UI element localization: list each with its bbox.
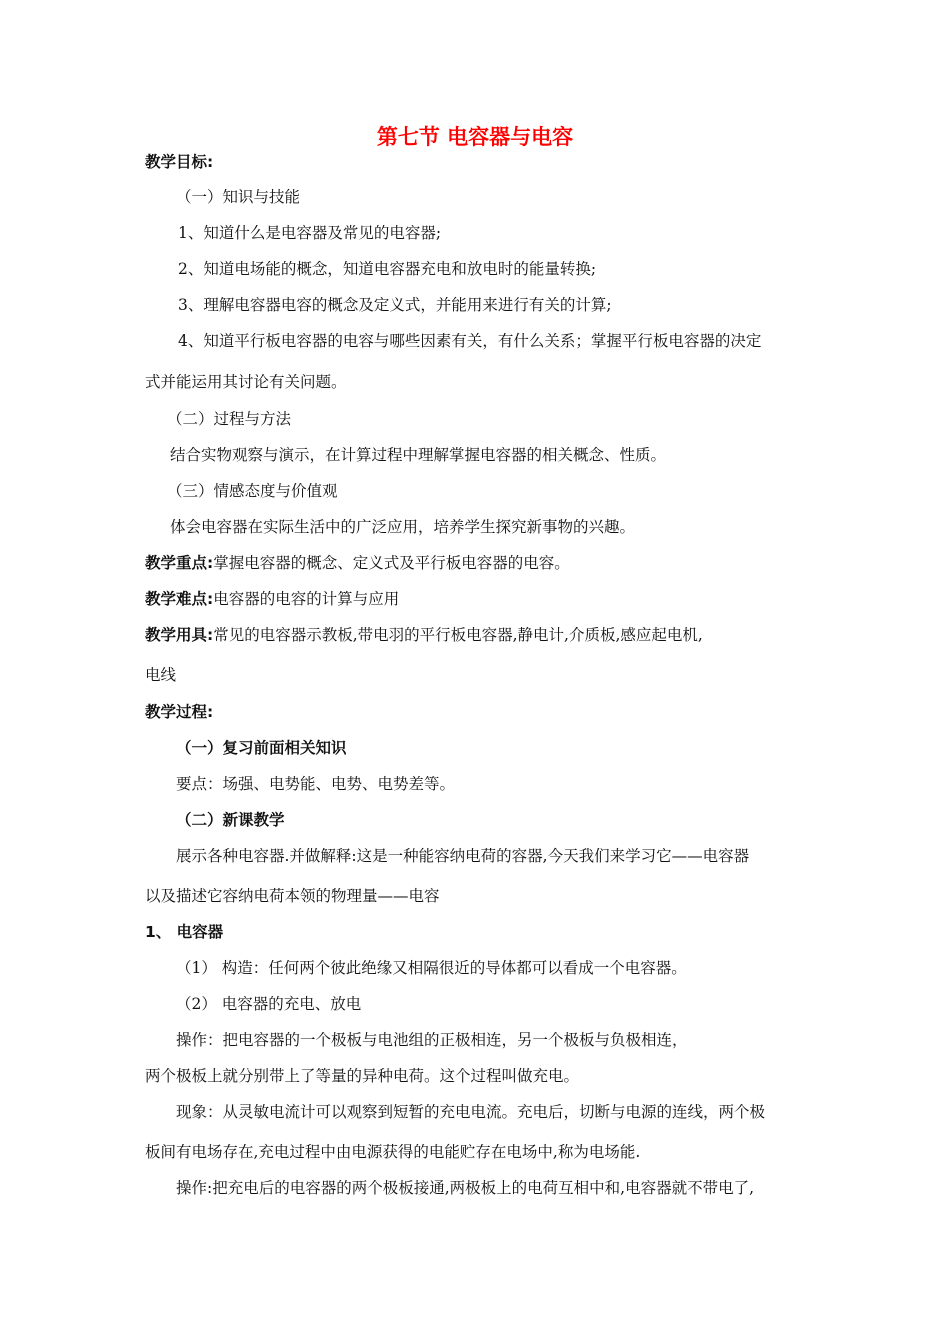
tools-label: 教学用具: xyxy=(145,626,214,644)
difficulty-label: 教学难点: xyxy=(145,590,214,608)
tools-text: 常见的电容器示教板,带电羽的平行板电容器,静电计,介质板,感应起电机, xyxy=(213,626,703,644)
tools-text-line2: 电线 xyxy=(145,666,177,684)
process-heading: 教学过程: xyxy=(145,703,214,721)
page-title: 第七节 电容器与电容 xyxy=(376,125,574,149)
objectives-sub3: （三）情感态度与价值观 xyxy=(167,482,338,500)
key-point-text: 掌握电容器的概念、定义式及平行板电容器的电容。 xyxy=(213,554,570,572)
objective-item-1: 1、知道什么是电容器及常见的电容器; xyxy=(178,224,442,242)
objective-item-4-line2: 式并能运用其讨论有关问题。 xyxy=(145,373,347,391)
operation-1-line1: 操作：把电容器的一个极板与电池组的正极相连，另一个极板与负极相连， xyxy=(176,1031,688,1049)
section-1-heading: 1、 电容器 xyxy=(145,923,224,941)
structure-item: （1） 构造：任何两个彼此绝缘又相隔很近的导体都可以看成一个电容器。 xyxy=(176,959,687,977)
difficulty-text: 电容器的电容的计算与应用 xyxy=(213,590,400,608)
objectives-sub3-text: 体会电容器在实际生活中的广泛应用，培养学生探究新事物的兴趣。 xyxy=(170,518,636,536)
objectives-sub2-text: 结合实物观察与演示，在计算过程中理解掌握电容器的相关概念、性质。 xyxy=(170,446,667,464)
objective-item-2: 2、知道电场能的概念，知道电容器充电和放电时的能量转换; xyxy=(178,260,597,278)
operation-2: 操作:把充电后的电容器的两个极板接通,两极板上的电荷互相中和,电容器就不带电了, xyxy=(176,1179,755,1197)
intro-line1: 展示各种电容器.并做解释:这是一种能容纳电荷的容器,今天我们来学习它——电容器 xyxy=(176,847,750,865)
key-point xyxy=(145,553,570,573)
objectives-sub1: （一）知识与技能 xyxy=(176,188,301,206)
review-text: 要点：场强、电势能、电势、电势差等。 xyxy=(176,775,456,793)
review-heading: （一）复习前面相关知识 xyxy=(176,739,347,757)
objective-item-3: 3、理解电容器电容的概念及定义式，并能用来进行有关的计算; xyxy=(178,296,612,314)
tools xyxy=(145,625,703,645)
key-point-label: 教学重点: xyxy=(145,554,214,572)
phenomenon-line2: 板间有电场存在,充电过程中由电源获得的电能贮存在电场中,称为电场能. xyxy=(145,1143,641,1161)
difficulty xyxy=(145,589,399,609)
new-lesson-heading: （二）新课教学 xyxy=(176,811,285,829)
intro-line2: 以及描述它容纳电荷本领的物理量——电容 xyxy=(145,887,440,905)
phenomenon-line1: 现象：从灵敏电流计可以观察到短暂的充电电流。充电后，切断与电源的连线，两个极 xyxy=(176,1103,766,1121)
objective-item-4-line1: 4、知道平行板电容器的电容与哪些因素有关，有什么关系；掌握平行板电容器的决定 xyxy=(178,332,762,350)
objectives-heading: 教学目标: xyxy=(145,153,214,171)
objectives-sub2: （二）过程与方法 xyxy=(167,410,292,428)
charge-discharge-item: （2） 电容器的充电、放电 xyxy=(176,995,362,1013)
operation-1-line2: 两个极板上就分别带上了等量的异种电荷。这个过程叫做充电。 xyxy=(145,1067,580,1085)
